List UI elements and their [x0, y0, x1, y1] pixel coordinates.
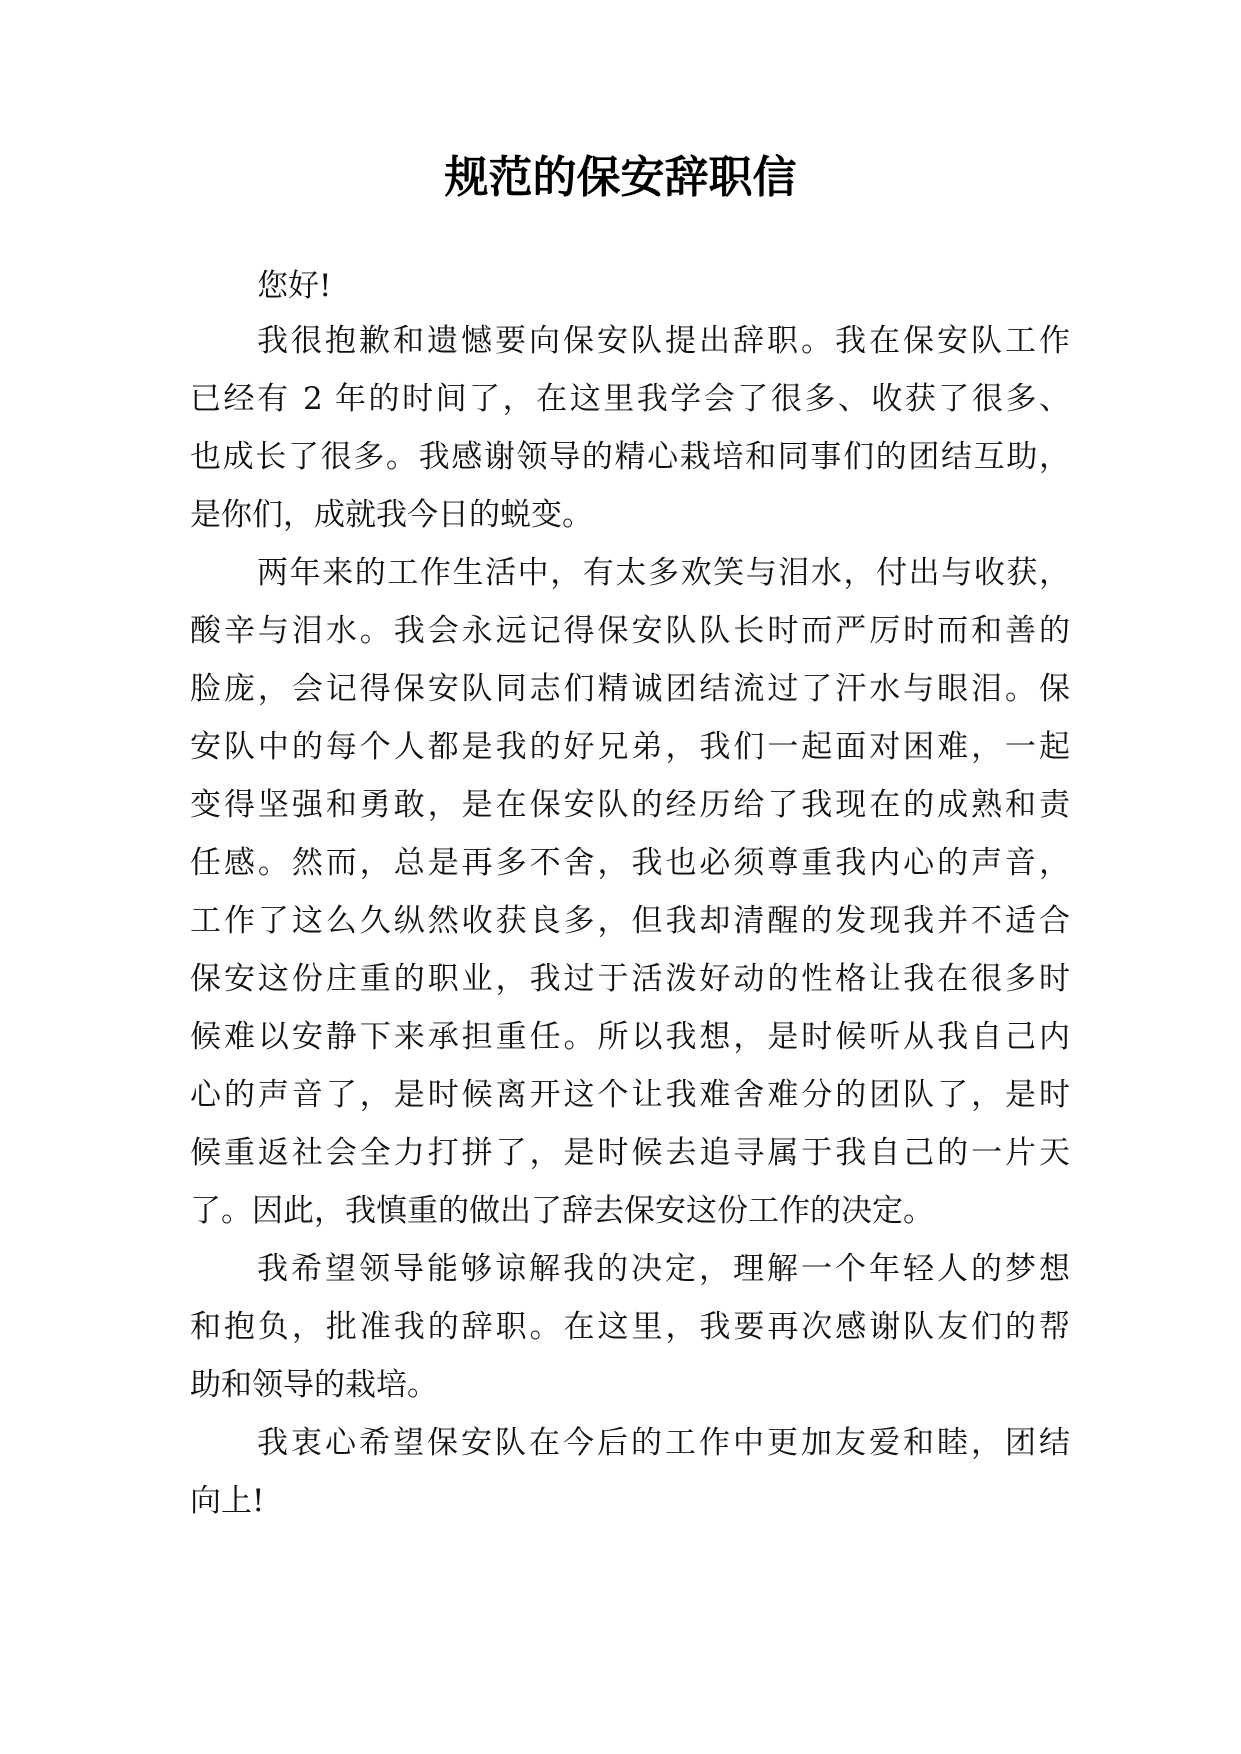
body-line: 变得坚强和勇敢，是在保安队的经历给了我现在的成熟和责: [190, 787, 1070, 823]
body-line: 两年来的工作生活中，有太多欢笑与泪水，付出与收获，: [257, 555, 1070, 591]
body-line: 候重返社会全力打拼了，是时候去追寻属于我自己的一片天: [190, 1135, 1070, 1171]
body-line: 心的声音了，是时候离开这个让我难舍难分的团队了，是时: [190, 1077, 1070, 1113]
body-line: 也成长了很多。我感谢领导的精心栽培和同事们的团结互助，: [190, 439, 1070, 475]
body-line: 酸辛与泪水。我会永远记得保安队队长时而严厉时而和善的: [190, 613, 1070, 649]
body-line: 候难以安静下来承担重任。所以我想，是时候听从我自己内: [190, 1019, 1070, 1055]
body-line: 了。因此，我慎重的做出了辞去保安这份工作的决定。: [190, 1193, 934, 1229]
document-title: 规范的保安辞职信: [444, 152, 797, 203]
body-line: 保安这份庄重的职业，我过于活泼好动的性格让我在很多时: [190, 961, 1070, 997]
body-line: 和抱负，批准我的辞职。在这里，我要再次感谢队友们的帮: [190, 1309, 1070, 1345]
body-line: 工作了这么久纵然收获良多，但我却清醒的发现我并不适合: [190, 903, 1070, 939]
body-line: 脸庞，会记得保安队同志们精诚团结流过了汗水与眼泪。保: [190, 671, 1070, 707]
body-line: 是你们，成就我今日的蜕变。: [190, 497, 593, 533]
greeting-line: 您好!: [257, 268, 332, 304]
body-line: 助和领导的栽培。: [190, 1367, 438, 1403]
body-line: 已经有 2 年的时间了，在这里我学会了很多、收获了很多、: [190, 381, 1070, 417]
body-line: 任感。然而，总是再多不舍，我也必须尊重我内心的声音，: [190, 845, 1070, 881]
body-line: 我衷心希望保安队在今后的工作中更加友爱和睦，团结: [257, 1425, 1070, 1461]
body-line: 我希望领导能够谅解我的决定，理解一个年轻人的梦想: [257, 1251, 1070, 1287]
body-line: 安队中的每个人都是我的好兄弟，我们一起面对困难，一起: [190, 729, 1070, 765]
body-line: 我很抱歉和遗憾要向保安队提出辞职。我在保安队工作: [257, 323, 1070, 359]
body-line: 向上!: [190, 1483, 265, 1519]
